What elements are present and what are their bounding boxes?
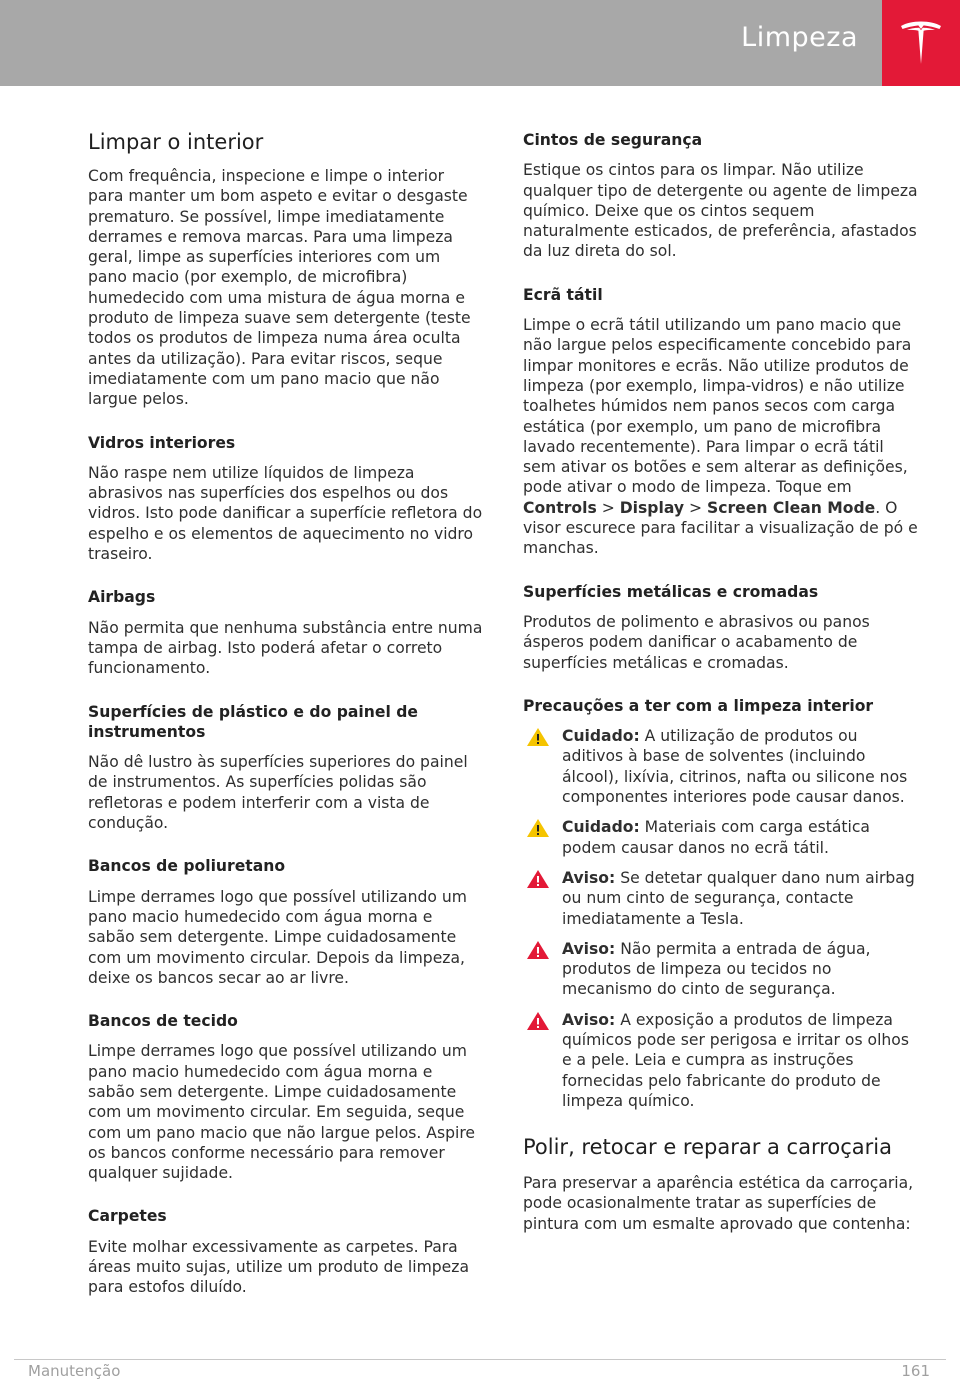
paragraph-plastic-surfaces: Não dê lustro às superfícies superiores do painel de instrumentos. As superfícies polidas são refletoras e podem interferir com a vista de condução. (88, 753, 468, 833)
paragraph-polyurethane-seats: Limpe derrames logo que possível utilizando um pano macio humedecido com água morna e sabão sem detergente. Limpe cuidadosamente com um movimento circular. Depois da limpeza, deixe os bancos secar ao ar livre. (88, 887, 467, 987)
ui-term-screen-clean-mode: Screen Clean Mode (707, 498, 876, 517)
warning-label: Aviso: (562, 939, 616, 958)
paragraph-metal-surfaces: Produtos de polimento e abrasivos ou panos ásperos podem danificar o acabamento de superfícies metálicas e cromadas. (523, 612, 870, 672)
page-title: Limpeza (741, 22, 858, 53)
caution-icon (526, 727, 550, 747)
footer-divider (14, 1359, 946, 1360)
logo-box (882, 0, 960, 86)
warning-label: Aviso: (562, 868, 616, 887)
heading-polyurethane-seats: Bancos de poliuretano (88, 857, 286, 876)
warning-text: Se detetar qualquer dano num airbag ou num cinto de segurança, contacte imediatamente a Tesla. (562, 868, 915, 928)
caution-text: Materiais com carga estática podem causar danos no ecrã tátil. (562, 818, 870, 857)
paragraph-bodywork: Para preservar a aparência estética da carroçaria, pode ocasionalmente tratar as superfícies de pintura com um esmalte aprovado que contenha: (523, 1174, 914, 1233)
touchscreen-text-after: . O visor escurece para facilitar a visualização de pó e manchas. (523, 498, 918, 558)
warning-text: A exposição a produtos de limpeza químicos pode ser perigosa e irritar os olhos e a pele. Leia e cumpra as instruções fornecidas pelo fabricante do produto de limpeza químico. (562, 1010, 909, 1110)
separator-arrow: > (596, 498, 620, 517)
section-title-interior: Limpar o interior (88, 130, 264, 154)
paragraph-fabric-seats: Limpe derrames logo que possível utilizando um pano macio humedecido com água morna e sabão sem detergente. Limpe cuidadosamente com um movimento circular. Em seguida, seque com um pano macio que não largue pelos. Aspire os bancos conforme necessário para remover qualquer sujidade. (88, 1042, 475, 1183)
right-column (523, 128, 918, 1257)
warning-icon (526, 1011, 550, 1031)
caution-notice (523, 817, 918, 858)
separator-arrow: > (684, 498, 708, 517)
paragraph-carpets: Evite molhar excessivamente as carpetes. Para áreas muito sujas, utilize um produto de limpeza para estofos diluído. (88, 1237, 470, 1297)
paragraph-airbags: Não permita que nenhuma substância entre numa tampa de airbag. Isto poderá afetar o correto funcionamento. (88, 618, 483, 678)
paragraph-interior-glass: Não raspe nem utilize líquidos de limpeza abrasivos nas superfícies dos espelhos ou dos vidros. Isto pode danificar a superfície refletora do espelho e os elementos de aquecimento no vidro traseiro. (88, 463, 483, 564)
warning-notice (523, 868, 918, 929)
paragraph-touchscreen (523, 315, 918, 559)
section-title-bodywork: Polir, retocar e reparar a carroçaria (523, 1135, 893, 1160)
intro-paragraph: Com frequência, inspecione e limpe o interior para manter um bom aspeto e evitar o desgaste prematuro. Se possível, limpe imediatamente derrames e remova marcas. Para uma limpeza geral, limpe as superfícies interiores com um pano macio (por exemplo, de microfibra) humedecido com uma mistura de água morna e produto de limpeza suave sem detergente (teste todos os produtos de limpeza numa área oculta antes da utilização). Para evitar riscos, seque imediatamente com um pano macio que não largue pelos. (88, 167, 471, 409)
warning-label: Aviso: (562, 1010, 616, 1029)
paragraph-seat-belts: Estique os cintos para os limpar. Não utilize qualquer tipo de detergente ou agente de limpeza químico. Deixe que os cintos sequem naturalmente esticados, de preferência, afastados da luz direta do sol. (523, 161, 918, 261)
tesla-logo-icon (899, 17, 943, 69)
left-column (88, 128, 483, 1321)
heading-interior-glass: Vidros interiores (88, 433, 236, 452)
warning-text: Não permita a entrada de água, produtos de limpeza ou tecidos no mecanismo do cinto de segurança. (562, 939, 871, 999)
caution-text: A utilização de produtos ou aditivos à base de solventes (incluindo álcool), lixívia, citrinos, nafta ou silicone nos componentes interiores pode causar danos. (562, 727, 908, 807)
warning-notice (523, 939, 918, 1000)
caution-notice (523, 726, 918, 807)
caution-label: Cuidado: (562, 727, 640, 746)
heading-plastic-surfaces: Superfícies de plástico e do painel de instrumentos (88, 702, 418, 741)
heading-airbags: Airbags (88, 588, 156, 607)
ui-term-display: Display (619, 498, 685, 517)
warning-notice (523, 1010, 918, 1111)
touchscreen-text-before: Limpe o ecrã tátil utilizando um pano macio que não largue pelos especificamente concebido para limpar monitores e ecrãs. Não utilize produtos de limpeza (por exemplo, limpa-vidros) e não utilize toalhetes húmidos nem panos secos com carga estática (por exemplo, um pano de microfibra lavado recentemente). Para limpar o ecrã tátil sem ativar os botões e sem alterar as definições, pode ativar o modo de limpeza. Toque em (523, 316, 912, 497)
heading-carpets: Carpetes (88, 1207, 167, 1226)
page-number: 161 (901, 1362, 930, 1380)
heading-seat-belts: Cintos de segurança (523, 131, 703, 149)
ui-term-controls: Controls (523, 498, 597, 517)
caution-icon (526, 818, 550, 838)
caution-label: Cuidado: (562, 818, 640, 837)
heading-touchscreen: Ecrã tátil (523, 285, 603, 304)
warning-icon (526, 940, 550, 960)
warning-icon (526, 869, 550, 889)
heading-metal-surfaces: Superfícies metálicas e cromadas (523, 582, 819, 601)
heading-fabric-seats: Bancos de tecido (88, 1012, 238, 1031)
footer-section-name: Manutenção (28, 1362, 121, 1380)
heading-precautions: Precauções a ter com a limpeza interior (523, 696, 874, 715)
